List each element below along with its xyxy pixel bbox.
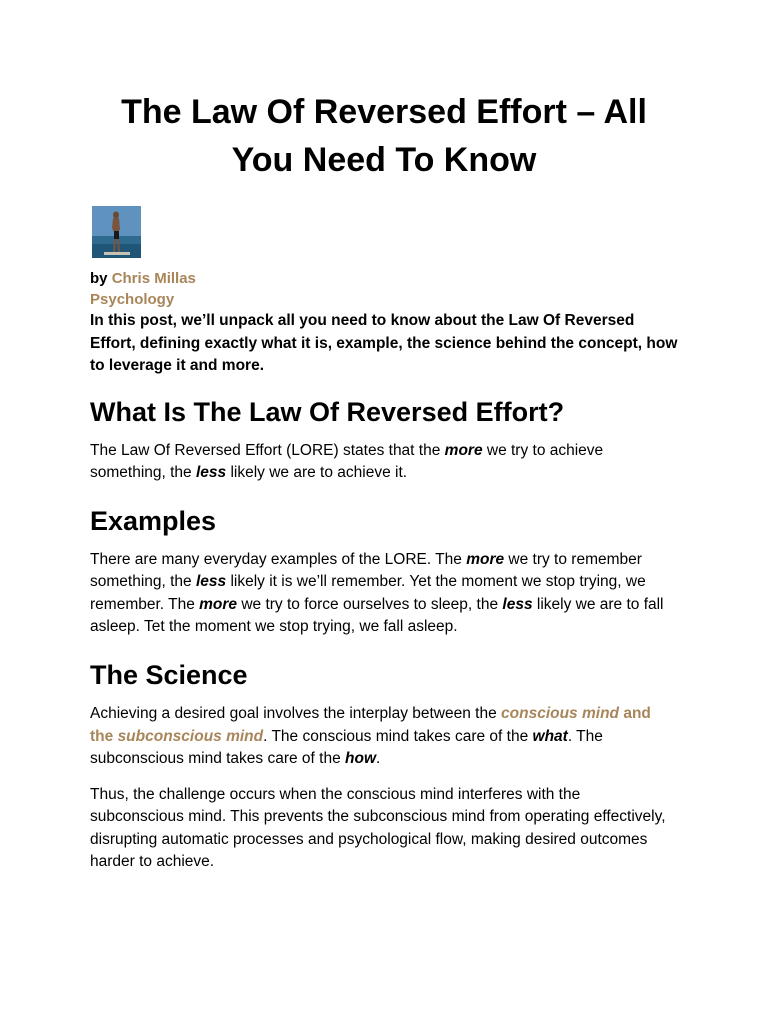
section-heading-what: What Is The Law Of Reversed Effort? [90, 396, 565, 427]
category-link[interactable]: Psychology [90, 291, 175, 308]
article-title: The Law Of Reversed Effort – All You Need To Know [121, 93, 647, 179]
author-link[interactable]: Chris Millas [111, 270, 196, 287]
author-avatar-image[interactable] [92, 206, 141, 258]
text-span: likely it is we’ll remember. Yet the moment we stop trying, we remember. The [90, 573, 646, 613]
text-span: we try to force ourselves to sleep, the [237, 595, 503, 613]
text-span: There are many everyday examples of the LORE. The [90, 551, 467, 569]
text-span: Achieving a desired goal involves the interplay between the [90, 705, 502, 723]
text-span: likely we are to achieve it. [226, 463, 408, 481]
science-paragraph-2: Thus, the challenge occurs when the conscious mind interferes with the subconscious mind. This prevents the subconscious mind from operating effectively, disrupting automatic processes and psychological flow, making desired outcomes harder to achieve. [90, 786, 666, 871]
emphasis-less: less [195, 573, 227, 591]
emphasis-more: more [466, 551, 505, 569]
examples-paragraph [90, 549, 678, 638]
byline-prefix: by [90, 270, 108, 287]
text-span: we try to achieve something, the [90, 441, 604, 481]
emphasis-how: how [345, 749, 377, 767]
science-paragraph-1 [90, 703, 678, 770]
intro-paragraph: In this post, we’ll unpack all you need to know about the Law Of Reversed Effort, defining exactly what it is, example, the science behind the concept, how to leverage it and more. [90, 312, 678, 374]
text-span: we try to remember something, the [90, 551, 642, 591]
emphasis-less: less [195, 463, 227, 481]
text-span: likely we are to fall asleep. Tet the moment we stop trying, we fall asleep. [90, 595, 664, 635]
section-heading-examples: Examples [90, 506, 217, 537]
text-span: The Law Of Reversed Effort (LORE) states that the [90, 441, 445, 459]
emphasis-more: more [444, 441, 483, 459]
and-the-link-text[interactable]: and the [90, 705, 651, 745]
section-heading-science: The Science [90, 660, 248, 691]
text-span: . [376, 749, 381, 767]
emphasis-what: what [532, 727, 568, 745]
text-span: . The conscious mind takes care of the [263, 727, 533, 745]
what-paragraph [90, 440, 678, 485]
byline [90, 268, 678, 289]
text-span: . The subconscious mind takes care of the [90, 727, 603, 767]
subconscious-mind-link[interactable]: subconscious mind [117, 727, 264, 745]
conscious-mind-link[interactable]: conscious mind [501, 705, 620, 723]
emphasis-less: less [502, 595, 533, 613]
emphasis-more: more [199, 595, 238, 613]
